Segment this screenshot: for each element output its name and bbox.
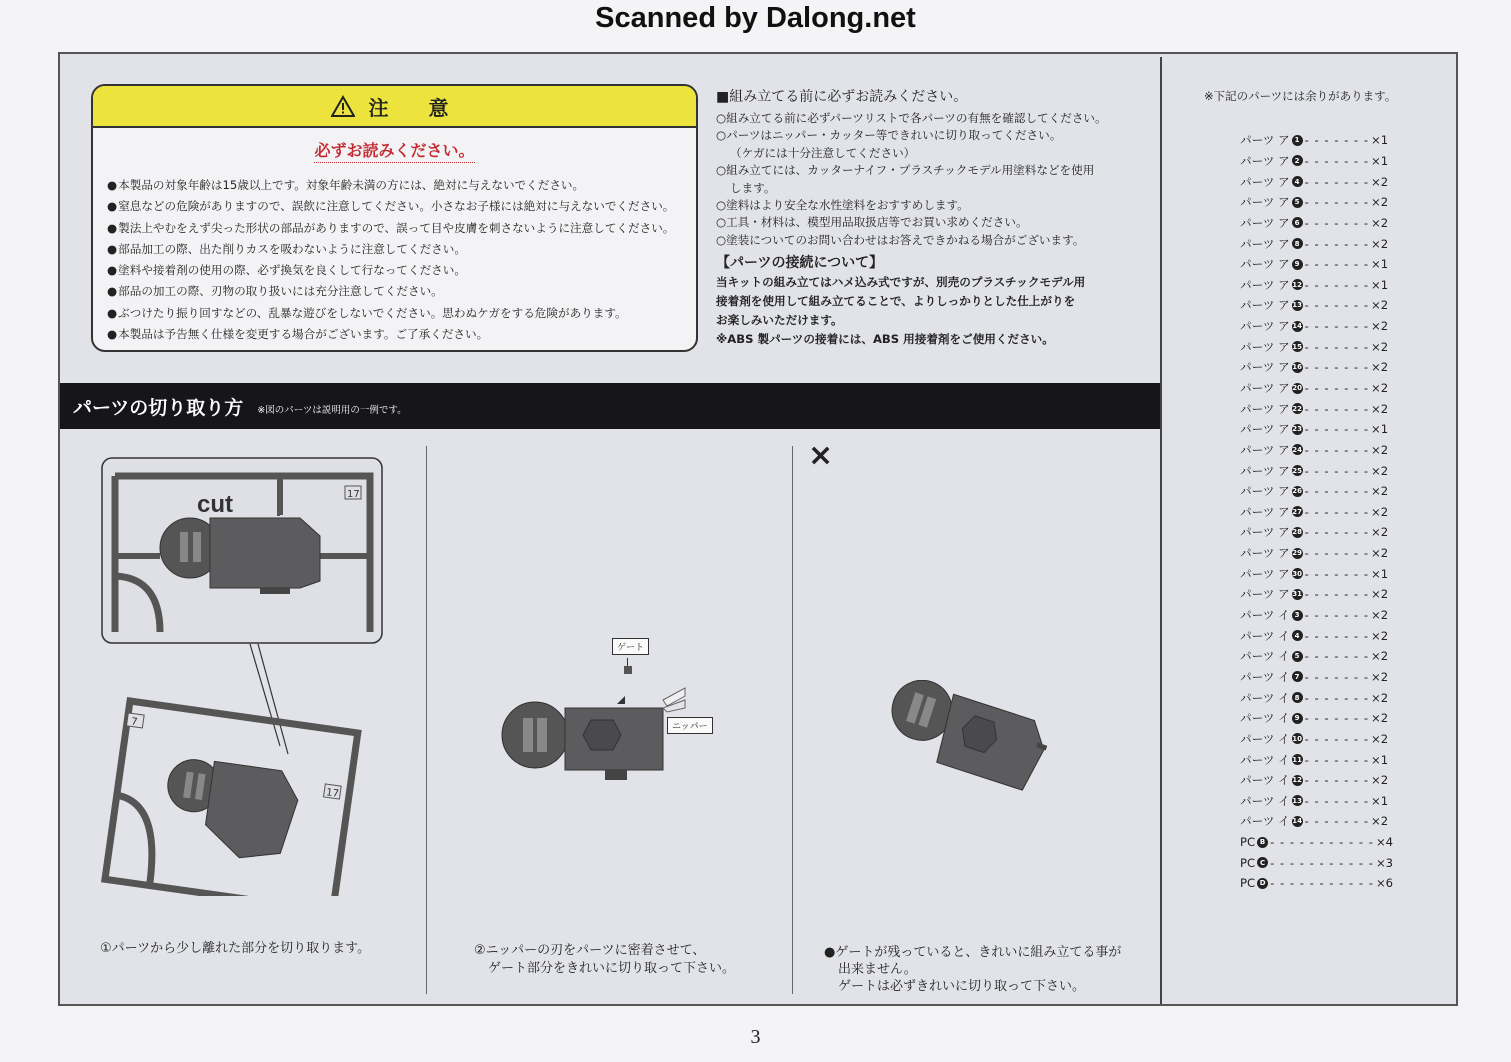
part-quantity: ×2 bbox=[1371, 319, 1389, 334]
spare-part-row bbox=[1240, 192, 1393, 213]
part-name: パーツ ア bbox=[1240, 401, 1290, 416]
caution-item: ● 部品加工の際、出た削りカスを吸わないように注意してください。 bbox=[107, 239, 696, 260]
leader-dots: - - - - - - - bbox=[1304, 669, 1370, 684]
part-name: パーツ ア bbox=[1240, 463, 1290, 478]
leader-dots: - - - - - - - bbox=[1304, 752, 1370, 767]
gate-marker bbox=[624, 666, 632, 674]
caution-box bbox=[91, 84, 698, 352]
spare-part-row bbox=[1240, 687, 1393, 708]
spare-part-row bbox=[1240, 873, 1393, 894]
part-number-badge: 23 bbox=[1292, 425, 1302, 434]
part-number-badge: 5 bbox=[1292, 197, 1303, 208]
part-number-badge: 8 bbox=[1292, 238, 1303, 249]
section-title: パーツの切り取り方 bbox=[73, 396, 244, 419]
leader-dots: - - - - - - - bbox=[1304, 401, 1370, 416]
notes-line: ○パーツはニッパー・カッター等できれいに切り取ってください。 bbox=[716, 128, 1062, 143]
part-number-badge: C bbox=[1257, 857, 1268, 868]
part-number-badge: 10 bbox=[1292, 734, 1302, 743]
spare-part-row bbox=[1240, 481, 1393, 502]
part-number-badge: 28 bbox=[1292, 528, 1302, 537]
leader-dots: - - - - - - - bbox=[1304, 298, 1370, 313]
part-name: パーツ ア bbox=[1240, 277, 1290, 292]
spare-part-row bbox=[1240, 274, 1393, 295]
part-number-badge: 29 bbox=[1292, 549, 1302, 558]
spare-part-row bbox=[1240, 254, 1393, 275]
leader-dots: - - - - - - - bbox=[1304, 153, 1370, 168]
leader-dots: - - - - - - - bbox=[1304, 814, 1370, 829]
step3-caption-line2: 出来ません。 bbox=[838, 962, 917, 977]
part-name: パーツ ア bbox=[1240, 236, 1290, 251]
part-name: パーツ イ bbox=[1240, 773, 1290, 788]
leader-dots: - - - - - - - bbox=[1304, 690, 1370, 705]
sprue-number: 17 bbox=[325, 787, 340, 800]
leader-dots: - - - - - - - bbox=[1304, 587, 1370, 602]
spare-part-row bbox=[1240, 852, 1393, 873]
part-name: パーツ ア bbox=[1240, 133, 1290, 148]
spare-part-row bbox=[1240, 151, 1393, 172]
part-quantity: ×2 bbox=[1371, 215, 1389, 230]
part-quantity: ×3 bbox=[1375, 855, 1394, 870]
notes-heading: ■組み立てる前に必ずお読みください。 bbox=[716, 89, 968, 105]
part-number-badge: 25 bbox=[1292, 466, 1302, 475]
part-number-badge: 8 bbox=[1292, 692, 1303, 703]
sprue-number: 17 bbox=[347, 489, 360, 500]
leader-dots: - - - - - - - bbox=[1304, 442, 1370, 457]
connect-line: ※ABS 製パーツの接着には、ABS 用接着剤をご使用ください。 bbox=[716, 332, 1054, 347]
part-number-badge: 11 bbox=[1292, 755, 1302, 764]
part-name: パーツ イ bbox=[1240, 793, 1290, 808]
caution-item: ● 塗料や接着剤の使用の際、必ず換気を良くして行なってください。 bbox=[107, 260, 696, 281]
part-quantity: ×2 bbox=[1371, 401, 1389, 416]
nipper-label: ニッパー bbox=[667, 717, 713, 734]
part-number-badge: 4 bbox=[1292, 176, 1303, 187]
page-number: 3 bbox=[750, 1026, 761, 1048]
caution-item: ● 製法上やむをえず尖った形状の部品がありますので、誤って目や皮膚を刺さないように注意してください。 bbox=[107, 218, 696, 239]
part-number-badge: 15 bbox=[1292, 342, 1302, 351]
part-quantity: ×1 bbox=[1371, 257, 1389, 272]
spare-part-row bbox=[1240, 316, 1393, 337]
part-number-badge: 14 bbox=[1292, 322, 1302, 331]
notes-line: （ケガには十分注意してください） bbox=[730, 145, 916, 160]
part-quantity: ×2 bbox=[1371, 773, 1389, 788]
part-name: パーツ ア bbox=[1240, 484, 1290, 499]
gate-label: ゲート bbox=[612, 638, 649, 655]
step2-caption-line2: ゲート部分をきれいに切り取って下さい。 bbox=[488, 961, 736, 976]
leader-dots: - - - - - - - - - - - bbox=[1270, 835, 1374, 850]
part-quantity: ×2 bbox=[1371, 195, 1389, 210]
part-name: パーツ イ bbox=[1240, 752, 1290, 767]
notes-line: ○塗料はより安全な水性塗料をおすすめします。 bbox=[716, 198, 969, 213]
leader-dots: - - - - - - - bbox=[1304, 504, 1370, 519]
leader-dots: - - - - - - - bbox=[1304, 174, 1370, 189]
notes-line: ○組み立てる前に必ずパーツリストで各パーツの有無を確認してください。 bbox=[716, 111, 1107, 125]
step-divider bbox=[426, 446, 427, 994]
part-quantity: ×1 bbox=[1371, 277, 1389, 292]
part-name: PC bbox=[1240, 876, 1256, 891]
spare-part-row bbox=[1240, 811, 1393, 832]
spare-part-row bbox=[1240, 563, 1393, 584]
leader-dots: - - - - - - - - - - - bbox=[1270, 876, 1374, 891]
leader-dots: - - - - - - - bbox=[1304, 608, 1370, 623]
caution-header bbox=[93, 86, 696, 128]
part-quantity: ×2 bbox=[1371, 381, 1389, 395]
part-quantity: ×4 bbox=[1375, 835, 1394, 850]
caution-title: 注 意 bbox=[368, 95, 459, 120]
part-quantity: ×2 bbox=[1371, 504, 1389, 519]
part-quantity: ×2 bbox=[1371, 814, 1389, 829]
part-name: パーツ ア bbox=[1240, 319, 1290, 334]
part-name: パーツ イ bbox=[1240, 711, 1290, 726]
leader-dots: - - - - - - - bbox=[1304, 257, 1370, 272]
leader-dots: - - - - - - - bbox=[1304, 236, 1370, 251]
spare-part-row bbox=[1240, 708, 1393, 729]
part-name: パーツ イ bbox=[1240, 814, 1290, 829]
part-name: パーツ ア bbox=[1240, 381, 1290, 395]
leader-dots: - - - - - - - bbox=[1304, 422, 1370, 437]
spare-parts-list bbox=[1240, 130, 1393, 894]
caution-item: ● ぶつけたり振り回すなどの、乱暴な遊びをしないでください。思わぬケガをする危険があります。 bbox=[107, 303, 696, 324]
part-quantity: ×1 bbox=[1371, 566, 1389, 581]
part-quantity: ×1 bbox=[1371, 133, 1389, 148]
leader-dots: - - - - - - - bbox=[1304, 319, 1370, 334]
spare-part-row bbox=[1240, 605, 1393, 626]
connect-title: 【パーツの接続について】 bbox=[716, 255, 884, 272]
leader-dots: - - - - - - - bbox=[1304, 339, 1370, 354]
spare-part-row bbox=[1240, 378, 1393, 399]
leader-dots: - - - - - - - bbox=[1304, 649, 1370, 664]
part-quantity: ×2 bbox=[1371, 649, 1389, 664]
part-name: パーツ ア bbox=[1240, 174, 1290, 189]
part-quantity: ×2 bbox=[1371, 690, 1389, 705]
part-name: パーツ イ bbox=[1240, 628, 1290, 643]
part-number-badge: 12 bbox=[1292, 280, 1302, 289]
spare-part-row bbox=[1240, 398, 1393, 419]
part-name: パーツ ア bbox=[1240, 215, 1290, 230]
part-quantity: ×2 bbox=[1371, 587, 1389, 602]
leader-dots: - - - - - - - bbox=[1304, 773, 1370, 788]
part-number-badge: 20 bbox=[1292, 384, 1302, 392]
part-number-badge: 16 bbox=[1292, 363, 1302, 372]
caution-item: ● 部品の加工の際、刃物の取り扱いには充分注意してください。 bbox=[107, 281, 696, 302]
leader-dots: - - - - - - - bbox=[1304, 566, 1370, 581]
part-quantity: ×2 bbox=[1371, 236, 1389, 251]
leader-dots: - - - - - - - bbox=[1304, 525, 1370, 540]
part-number-badge: B bbox=[1257, 837, 1268, 848]
part-quantity: ×1 bbox=[1371, 793, 1389, 808]
warning-icon bbox=[331, 95, 355, 117]
spare-part-row bbox=[1240, 832, 1393, 853]
section-note: ※図のパーツは説明用の一例です。 bbox=[257, 405, 407, 416]
part-name: パーツ イ bbox=[1240, 649, 1290, 664]
part-name: パーツ ア bbox=[1240, 153, 1290, 168]
leader-dots: - - - - - - - bbox=[1304, 277, 1370, 292]
leader-dots: - - - - - - - bbox=[1304, 711, 1370, 726]
spare-part-row bbox=[1240, 770, 1393, 791]
leader-dots: - - - - - - - bbox=[1304, 360, 1370, 375]
spare-part-row bbox=[1240, 502, 1393, 523]
part-name: パーツ ア bbox=[1240, 442, 1290, 457]
part-name: パーツ ア bbox=[1240, 422, 1290, 437]
part-name: PC bbox=[1240, 835, 1256, 850]
leader-dots: - - - - - - - bbox=[1304, 793, 1370, 808]
spare-part-row bbox=[1240, 295, 1393, 316]
connect-line: 当キットの組み立てはハメ込み式ですが、別売のプラスチックモデル用 bbox=[716, 275, 1086, 290]
notes-line: ○塗装についてのお問い合わせはお答えできかねる場合がございます。 bbox=[716, 232, 1085, 247]
part-quantity: ×1 bbox=[1371, 422, 1389, 437]
part-quantity: ×2 bbox=[1371, 463, 1389, 478]
scan-banner: Scanned by Dalong.net bbox=[595, 2, 916, 34]
gate-left-illustration bbox=[875, 680, 1055, 800]
notes-line: ○組み立てには、カッターナイフ・プラスチックモデル用塗料などを使用 bbox=[716, 163, 1095, 178]
step1-caption: ①パーツから少し離れた部分を切り取ります。 bbox=[100, 941, 371, 956]
part-number-badge: 22 bbox=[1292, 404, 1302, 413]
gate-pointer bbox=[627, 658, 628, 666]
spare-part-row bbox=[1240, 749, 1393, 770]
leader-dots: - - - - - - - bbox=[1304, 381, 1370, 395]
spare-part-row bbox=[1240, 233, 1393, 254]
sprue-zoom-illustration bbox=[100, 456, 390, 896]
spare-part-row bbox=[1240, 791, 1393, 812]
leader-dots: - - - - - - - bbox=[1304, 731, 1370, 746]
part-number-badge: 3 bbox=[1292, 610, 1303, 621]
section-bar bbox=[60, 383, 1160, 429]
part-name: パーツ イ bbox=[1240, 608, 1290, 623]
spare-part-row bbox=[1240, 460, 1393, 481]
leader-dots: - - - - - - - bbox=[1304, 195, 1370, 210]
part-number-badge: 26 bbox=[1292, 487, 1302, 496]
step2-caption-line1: ②ニッパーの刃をパーツに密着させて、 bbox=[474, 943, 706, 958]
part-name: パーツ ア bbox=[1240, 360, 1290, 375]
part-number-badge: 9 bbox=[1292, 713, 1303, 724]
part-quantity: ×1 bbox=[1371, 153, 1389, 168]
column-divider bbox=[1160, 57, 1162, 1004]
spare-part-row bbox=[1240, 357, 1393, 378]
part-number-badge: 7 bbox=[1292, 671, 1303, 682]
part-name: パーツ ア bbox=[1240, 195, 1290, 210]
part-quantity: ×2 bbox=[1371, 628, 1389, 643]
part-number-badge: 24 bbox=[1292, 445, 1302, 454]
spare-part-row bbox=[1240, 440, 1393, 461]
spare-part-row bbox=[1240, 419, 1393, 440]
nipper-illustration bbox=[495, 680, 695, 790]
part-name: パーツ ア bbox=[1240, 257, 1290, 272]
spare-part-row bbox=[1240, 667, 1393, 688]
step3-caption-line3: ゲートは必ずきれいに切り取って下さい。 bbox=[838, 979, 1086, 994]
part-number-badge: 5 bbox=[1292, 651, 1303, 662]
part-name: パーツ ア bbox=[1240, 504, 1290, 519]
part-name: パーツ ア bbox=[1240, 587, 1290, 602]
part-name: パーツ イ bbox=[1240, 669, 1290, 684]
spare-part-row bbox=[1240, 584, 1393, 605]
part-number-badge: 13 bbox=[1292, 301, 1302, 310]
part-quantity: ×2 bbox=[1371, 484, 1389, 499]
part-name: PC bbox=[1240, 855, 1256, 870]
step-divider bbox=[792, 446, 793, 994]
step3-caption-line1: ●ゲートが残っていると、きれいに組み立てる事が bbox=[824, 945, 1122, 960]
part-quantity: ×2 bbox=[1371, 360, 1389, 375]
part-quantity: ×1 bbox=[1371, 752, 1389, 767]
leader-dots: - - - - - - - bbox=[1304, 133, 1370, 148]
part-quantity: ×2 bbox=[1371, 608, 1389, 623]
connect-line: お楽しみいただけます。 bbox=[716, 313, 843, 328]
spare-part-row bbox=[1240, 625, 1393, 646]
leader-dots: - - - - - - - bbox=[1304, 484, 1370, 499]
part-number-badge: 14 bbox=[1292, 817, 1302, 826]
part-quantity: ×2 bbox=[1371, 298, 1389, 313]
spare-part-row bbox=[1240, 336, 1393, 357]
spare-parts-heading: ※下記のパーツには余りがあります。 bbox=[1204, 89, 1397, 103]
leader-dots: - - - - - - - bbox=[1304, 215, 1370, 230]
part-name: パーツ ア bbox=[1240, 546, 1290, 561]
part-number-badge: D bbox=[1257, 878, 1268, 889]
part-quantity: ×2 bbox=[1371, 339, 1389, 354]
caution-item: ● 本製品は予告無く仕様を変更する場合がございます。ご了承ください。 bbox=[107, 324, 696, 345]
part-number-badge: 27 bbox=[1292, 507, 1302, 516]
part-number-badge: 30 bbox=[1292, 569, 1302, 578]
part-number-badge: 13 bbox=[1292, 796, 1302, 805]
assembly-notes bbox=[716, 86, 1156, 348]
notes-line: ○工具・材料は、模型用品取扱店等でお買い求めください。 bbox=[716, 215, 1028, 230]
part-number-badge: 2 bbox=[1292, 155, 1303, 166]
caution-item: ● 窒息などの危険がありますので、誤飲に注意してください。小さなお子様には絶対に与えないでください。 bbox=[107, 196, 696, 217]
leader-dots: - - - - - - - bbox=[1304, 546, 1370, 561]
spare-part-row bbox=[1240, 213, 1393, 234]
spare-part-row bbox=[1240, 171, 1393, 192]
part-name: パーツ イ bbox=[1240, 731, 1290, 746]
part-quantity: ×2 bbox=[1371, 525, 1389, 540]
leader-dots: - - - - - - - bbox=[1304, 463, 1370, 478]
caution-item: ● 本製品の対象年齢は15歳以上です。対象年齢未満の方には、絶対に与えないでください。 bbox=[107, 175, 696, 196]
caution-subtitle: 必ずお読みください。 bbox=[93, 138, 696, 161]
spare-part-row bbox=[1240, 522, 1393, 543]
part-quantity: ×2 bbox=[1371, 711, 1389, 726]
wrong-x-mark: × bbox=[808, 438, 834, 473]
leader-dots: - - - - - - - bbox=[1304, 628, 1370, 643]
part-name: パーツ ア bbox=[1240, 566, 1290, 581]
connect-line: 接着剤を使用して組み立てることで、よりしっかりとした仕上がりを bbox=[716, 294, 1076, 309]
spare-part-row bbox=[1240, 130, 1393, 151]
spare-part-row bbox=[1240, 729, 1393, 750]
spare-part-row bbox=[1240, 543, 1393, 564]
leader-dots: - - - - - - - - - - - bbox=[1270, 855, 1374, 870]
part-name: パーツ ア bbox=[1240, 525, 1290, 540]
part-quantity: ×2 bbox=[1371, 546, 1389, 561]
sprue-number: 7 bbox=[130, 716, 139, 729]
notes-line: します。 bbox=[730, 180, 776, 195]
caution-list bbox=[107, 175, 696, 345]
part-quantity: ×6 bbox=[1375, 876, 1394, 891]
part-name: パーツ ア bbox=[1240, 298, 1290, 313]
part-number-badge: 4 bbox=[1292, 630, 1303, 641]
part-quantity: ×2 bbox=[1371, 669, 1389, 684]
spare-part-row bbox=[1240, 646, 1393, 667]
part-quantity: ×2 bbox=[1371, 442, 1389, 457]
part-number-badge: 1 bbox=[1292, 135, 1303, 146]
cut-label: cut bbox=[197, 491, 233, 518]
part-quantity: ×2 bbox=[1371, 174, 1389, 189]
part-number-badge: 12 bbox=[1292, 776, 1302, 785]
part-number-badge: 9 bbox=[1292, 259, 1303, 270]
part-name: パーツ イ bbox=[1240, 690, 1290, 705]
part-number-badge: 31 bbox=[1292, 590, 1302, 599]
part-quantity: ×2 bbox=[1371, 731, 1389, 746]
part-name: パーツ ア bbox=[1240, 339, 1290, 354]
part-number-badge: 6 bbox=[1292, 217, 1303, 228]
